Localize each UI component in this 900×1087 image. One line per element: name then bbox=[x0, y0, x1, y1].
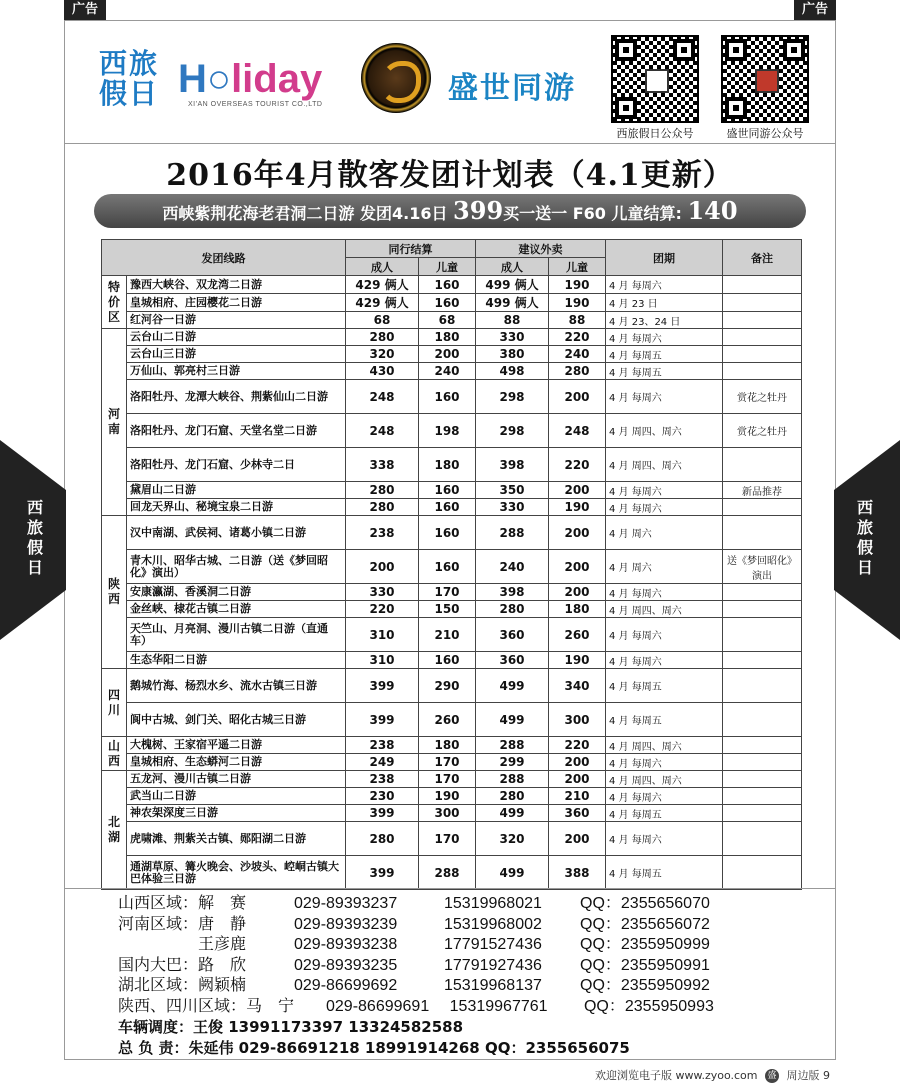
header bbox=[65, 21, 835, 143]
note-cell: 赏花之牡丹 bbox=[723, 380, 802, 414]
peer-adult-cell: 68 bbox=[346, 312, 419, 329]
table-row bbox=[102, 618, 802, 652]
route-cell: 回龙天界山、秘境宝泉二日游 bbox=[127, 499, 346, 516]
table-row bbox=[102, 703, 802, 737]
contact-row-shaanxi bbox=[118, 997, 818, 1018]
peer-adult-cell: 238 bbox=[346, 771, 419, 788]
suggest-child-cell: 248 bbox=[549, 414, 606, 448]
dispatch-row bbox=[118, 1017, 818, 1038]
table-row bbox=[102, 414, 802, 448]
suggest-child-cell: 220 bbox=[549, 737, 606, 754]
suggest-child-cell: 190 bbox=[549, 499, 606, 516]
peer-child-cell: 300 bbox=[419, 805, 476, 822]
route-cell: 云台山三日游 bbox=[127, 346, 346, 363]
contacts-divider bbox=[65, 888, 835, 889]
contact-qq: QQ：2355656070 bbox=[580, 895, 710, 912]
table-row bbox=[102, 737, 802, 754]
header-suggest-child: 儿童 bbox=[549, 258, 606, 276]
qr2-caption: 盛世同游公众号 bbox=[726, 127, 804, 140]
contact-tel: 029-89393235 bbox=[294, 956, 398, 974]
region-cell: 山 西 bbox=[102, 737, 127, 771]
peer-adult-cell: 399 bbox=[346, 669, 419, 703]
peer-child-cell: 190 bbox=[419, 788, 476, 805]
table-row bbox=[102, 346, 802, 363]
suggest-adult-cell: 288 bbox=[476, 737, 549, 754]
route-cell: 阆中古城、剑门关、昭化古城三日游 bbox=[127, 703, 346, 737]
note-cell bbox=[723, 788, 802, 805]
suggest-adult-cell: 280 bbox=[476, 788, 549, 805]
note-cell bbox=[723, 294, 802, 312]
peer-adult-cell: 230 bbox=[346, 788, 419, 805]
peer-adult-cell: 330 bbox=[346, 584, 419, 601]
note-cell bbox=[723, 669, 802, 703]
peer-child-cell: 200 bbox=[419, 346, 476, 363]
peer-child-cell: 180 bbox=[419, 329, 476, 346]
note-cell bbox=[723, 312, 802, 329]
schedule-cell: 4 月 每周六 bbox=[606, 788, 723, 805]
holiday-logo-o-icon: ○ bbox=[206, 57, 232, 101]
suggest-adult-cell: 298 bbox=[476, 414, 549, 448]
schedule-cell: 4 月 周四、周六 bbox=[606, 771, 723, 788]
promo-banner bbox=[94, 194, 806, 228]
header-route: 发团线路 bbox=[102, 240, 346, 276]
schedule-cell: 4 月 每周六 bbox=[606, 652, 723, 669]
route-cell: 武当山二日游 bbox=[127, 788, 346, 805]
route-cell: 安康瀛湖、香溪洞二日游 bbox=[127, 584, 346, 601]
side-tab-left bbox=[0, 440, 66, 640]
peer-adult-cell: 280 bbox=[346, 482, 419, 499]
suggest-adult-cell: 280 bbox=[476, 601, 549, 618]
holiday-logo-rest: liday bbox=[231, 57, 323, 101]
note-cell bbox=[723, 652, 802, 669]
note-cell bbox=[723, 754, 802, 771]
contact-mobile: 15319968002 bbox=[444, 915, 542, 933]
side-tab-left-label: 西 旅 假 日 bbox=[26, 498, 43, 577]
schedule-cell: 4 月 每周五 bbox=[606, 805, 723, 822]
route-cell: 洛阳牡丹、龙潭大峡谷、荆紫仙山二日游 bbox=[127, 380, 346, 414]
note-cell bbox=[723, 329, 802, 346]
contact-qq: QQ：2355950999 bbox=[580, 936, 710, 953]
schedule-cell: 4 月 周四、周六 bbox=[606, 737, 723, 754]
suggest-child-cell: 340 bbox=[549, 669, 606, 703]
suggest-adult-cell: 299 bbox=[476, 754, 549, 771]
schedule-cell: 4 月 每周五 bbox=[606, 346, 723, 363]
peer-child-cell: 68 bbox=[419, 312, 476, 329]
suggest-adult-cell: 88 bbox=[476, 312, 549, 329]
holiday-logo bbox=[178, 57, 323, 108]
region-cell: 河 南 bbox=[102, 329, 127, 516]
table-row bbox=[102, 550, 802, 584]
suggest-adult-cell: 498 bbox=[476, 363, 549, 380]
suggest-adult-cell: 288 bbox=[476, 771, 549, 788]
peer-child-cell: 160 bbox=[419, 516, 476, 550]
schedule-cell: 4 月 每周五 bbox=[606, 703, 723, 737]
contact-qq: QQ：2355656072 bbox=[580, 915, 710, 933]
table-row bbox=[102, 363, 802, 380]
table-row bbox=[102, 380, 802, 414]
peer-child-cell: 160 bbox=[419, 499, 476, 516]
route-cell: 汉中南湖、武侯祠、诸葛小镇二日游 bbox=[127, 516, 346, 550]
contact-tel: 029-89393237 bbox=[294, 895, 398, 912]
contact-label: 河南区域：唐 静 bbox=[118, 915, 247, 933]
contact-row bbox=[118, 915, 818, 936]
qr-code-icon bbox=[721, 35, 809, 123]
peer-child-cell: 160 bbox=[419, 550, 476, 584]
schedule-cell: 4 月 每周六 bbox=[606, 329, 723, 346]
peer-adult-cell: 429 俩人 bbox=[346, 276, 419, 294]
peer-child-cell: 290 bbox=[419, 669, 476, 703]
sstony-icon: 盛 bbox=[765, 1069, 779, 1083]
route-cell: 洛阳牡丹、龙门石窟、少林寺二日 bbox=[127, 448, 346, 482]
side-tab-right-label: 西 旅 假 日 bbox=[856, 498, 873, 577]
note-cell bbox=[723, 346, 802, 363]
suggest-adult-cell: 330 bbox=[476, 329, 549, 346]
dispatch-text: 车辆调度：王俊 13991173397 13324582588 bbox=[118, 1018, 464, 1036]
contact-label: 国内大巴：路 欣 bbox=[118, 956, 247, 974]
footer-edition: 周边版 9 bbox=[786, 1069, 830, 1082]
suggest-child-cell: 190 bbox=[549, 294, 606, 312]
table-row bbox=[102, 329, 802, 346]
peer-child-cell: 170 bbox=[419, 584, 476, 601]
peer-adult-cell: 280 bbox=[346, 329, 419, 346]
region-cell: 北 湖 bbox=[102, 771, 127, 890]
schedule-cell: 4 月 每周六 bbox=[606, 584, 723, 601]
note-cell: 赏花之牡丹 bbox=[723, 414, 802, 448]
contact-tel: 029-89393238 bbox=[294, 936, 398, 953]
table-row bbox=[102, 669, 802, 703]
route-cell: 鹅城竹海、杨烈水乡、流水古镇三日游 bbox=[127, 669, 346, 703]
table-row bbox=[102, 584, 802, 601]
table-row bbox=[102, 652, 802, 669]
note-cell: 新品推荐 bbox=[723, 482, 802, 499]
note-cell bbox=[723, 276, 802, 294]
manager-row bbox=[118, 1038, 818, 1059]
banner-text-b: 买一送一 F60 儿童结算: bbox=[503, 204, 688, 223]
banner-price: 399 bbox=[453, 196, 504, 225]
suggest-adult-cell: 360 bbox=[476, 618, 549, 652]
manager-text: 总 负 责：朱延伟 029-86691218 18991914268 QQ：2355656075 bbox=[118, 1038, 630, 1057]
banner-child-price: 140 bbox=[687, 196, 738, 225]
peer-child-cell: 160 bbox=[419, 294, 476, 312]
contact-label: 王彦鹿 bbox=[118, 936, 247, 953]
peer-adult-cell: 338 bbox=[346, 448, 419, 482]
table-row bbox=[102, 856, 802, 890]
table-row bbox=[102, 499, 802, 516]
route-cell: 豫西大峡谷、双龙湾二日游 bbox=[127, 276, 346, 294]
suggest-adult-cell: 499 俩人 bbox=[476, 294, 549, 312]
header-peer-child: 儿童 bbox=[419, 258, 476, 276]
peer-child-cell: 170 bbox=[419, 771, 476, 788]
header-suggest: 建议外卖 bbox=[476, 240, 606, 258]
schedule-cell: 4 月 每周六 bbox=[606, 618, 723, 652]
qr-code-icon bbox=[611, 35, 699, 123]
holiday-subtitle: XI'AN OVERSEAS TOURIST CO.,LTD bbox=[188, 101, 323, 108]
peer-child-cell: 198 bbox=[419, 414, 476, 448]
peer-child-cell: 180 bbox=[419, 737, 476, 754]
schedule-cell: 4 月 每周五 bbox=[606, 856, 723, 890]
schedule-cell: 4 月 每周六 bbox=[606, 499, 723, 516]
schedule-cell: 4 月 周六 bbox=[606, 516, 723, 550]
peer-adult-cell: 238 bbox=[346, 737, 419, 754]
peer-adult-cell: 399 bbox=[346, 856, 419, 890]
table-row bbox=[102, 754, 802, 771]
suggest-adult-cell: 330 bbox=[476, 499, 549, 516]
side-tab-right bbox=[834, 440, 900, 640]
note-cell bbox=[723, 601, 802, 618]
contact-row bbox=[118, 956, 818, 977]
note-cell bbox=[723, 703, 802, 737]
route-cell: 红河谷一日游 bbox=[127, 312, 346, 329]
dragon-logo-icon bbox=[361, 43, 431, 113]
qr1-caption: 西旅假日公众号 bbox=[616, 127, 694, 140]
schedule-cell: 4 月 每周六 bbox=[606, 822, 723, 856]
suggest-child-cell: 200 bbox=[549, 771, 606, 788]
suggest-adult-cell: 320 bbox=[476, 822, 549, 856]
note-cell bbox=[723, 771, 802, 788]
peer-adult-cell: 248 bbox=[346, 380, 419, 414]
route-cell: 洛阳牡丹、龙门石窟、天堂名堂二日游 bbox=[127, 414, 346, 448]
suggest-adult-cell: 288 bbox=[476, 516, 549, 550]
table-row bbox=[102, 771, 802, 788]
note-cell bbox=[723, 448, 802, 482]
route-cell: 虎啸滩、荆紫关古镇、郧阳湖二日游 bbox=[127, 822, 346, 856]
peer-adult-cell: 429 俩人 bbox=[346, 294, 419, 312]
suggest-adult-cell: 499 bbox=[476, 856, 549, 890]
note-cell: 送《梦回昭化》演出 bbox=[723, 550, 802, 584]
peer-child-cell: 150 bbox=[419, 601, 476, 618]
tour-plan-table bbox=[101, 239, 802, 890]
note-cell bbox=[723, 805, 802, 822]
contact-tel: 029-89393239 bbox=[294, 915, 398, 933]
note-cell bbox=[723, 856, 802, 890]
peer-adult-cell: 399 bbox=[346, 805, 419, 822]
route-cell: 生态华阳二日游 bbox=[127, 652, 346, 669]
suggest-child-cell: 240 bbox=[549, 346, 606, 363]
peer-adult-cell: 320 bbox=[346, 346, 419, 363]
footer-text[interactable]: 欢迎浏览电子版 www.zyoo.com bbox=[594, 1069, 758, 1082]
suggest-child-cell: 180 bbox=[549, 601, 606, 618]
contact-mobile: 15319968137 bbox=[444, 977, 542, 994]
schedule-cell: 4 月 每周六 bbox=[606, 276, 723, 294]
schedule-cell: 4 月 每周五 bbox=[606, 363, 723, 380]
suggest-child-cell: 200 bbox=[549, 516, 606, 550]
suggest-child-cell: 260 bbox=[549, 618, 606, 652]
suggest-adult-cell: 360 bbox=[476, 652, 549, 669]
contact-mobile: 17791927436 bbox=[444, 956, 542, 974]
suggest-child-cell: 88 bbox=[549, 312, 606, 329]
suggest-child-cell: 200 bbox=[549, 482, 606, 499]
banner-text-a: 西峡紫荆花海老君洞二日游 发团4.16日 bbox=[162, 204, 454, 223]
peer-adult-cell: 430 bbox=[346, 363, 419, 380]
suggest-child-cell: 200 bbox=[549, 380, 606, 414]
contact-mobile: 17791527436 bbox=[444, 936, 542, 953]
suggest-adult-cell: 499 bbox=[476, 805, 549, 822]
footer bbox=[595, 1067, 830, 1083]
header-note: 备注 bbox=[723, 240, 802, 276]
route-cell: 神农架深度三日游 bbox=[127, 805, 346, 822]
contact-tel: 029-86699692 bbox=[294, 977, 398, 994]
peer-child-cell: 288 bbox=[419, 856, 476, 890]
peer-adult-cell: 249 bbox=[346, 754, 419, 771]
route-cell: 皇城相府、生态蟒河二日游 bbox=[127, 754, 346, 771]
schedule-cell: 4 月 周六 bbox=[606, 550, 723, 584]
suggest-child-cell: 220 bbox=[549, 448, 606, 482]
suggest-adult-cell: 499 俩人 bbox=[476, 276, 549, 294]
contact-shaanxi-text: 陕西、四川区域：马 宁 029-86699691 15319967761 QQ：2355950993 bbox=[118, 997, 714, 1015]
table-row bbox=[102, 312, 802, 329]
contact-row bbox=[118, 976, 818, 997]
suggest-child-cell: 200 bbox=[549, 822, 606, 856]
table-row bbox=[102, 601, 802, 618]
schedule-cell: 4 月 周四、周六 bbox=[606, 414, 723, 448]
region-cell: 特 价 区 bbox=[102, 276, 127, 329]
suggest-child-cell: 200 bbox=[549, 584, 606, 601]
header-suggest-adult: 成人 bbox=[476, 258, 549, 276]
route-cell: 金丝峡、棣花古镇二日游 bbox=[127, 601, 346, 618]
header-schedule: 团期 bbox=[606, 240, 723, 276]
peer-adult-cell: 310 bbox=[346, 652, 419, 669]
suggest-adult-cell: 499 bbox=[476, 669, 549, 703]
schedule-cell: 4 月 23 日 bbox=[606, 294, 723, 312]
header-divider bbox=[65, 143, 835, 144]
suggest-adult-cell: 350 bbox=[476, 482, 549, 499]
suggest-child-cell: 220 bbox=[549, 329, 606, 346]
suggest-child-cell: 210 bbox=[549, 788, 606, 805]
route-cell: 云台山二日游 bbox=[127, 329, 346, 346]
table-row bbox=[102, 448, 802, 482]
peer-child-cell: 260 bbox=[419, 703, 476, 737]
peer-child-cell: 170 bbox=[419, 754, 476, 771]
ad-tag-right: 广告 bbox=[794, 0, 836, 20]
peer-adult-cell: 280 bbox=[346, 822, 419, 856]
route-cell: 通湖草原、篝火晚会、沙坡头、崆峒古镇大巴体验三日游 bbox=[127, 856, 346, 890]
suggest-adult-cell: 298 bbox=[476, 380, 549, 414]
suggest-child-cell: 388 bbox=[549, 856, 606, 890]
table-row bbox=[102, 788, 802, 805]
route-cell: 大槐树、王家宿平遥二日游 bbox=[127, 737, 346, 754]
table-row bbox=[102, 276, 802, 294]
note-cell bbox=[723, 822, 802, 856]
suggest-child-cell: 200 bbox=[549, 754, 606, 771]
suggest-child-cell: 280 bbox=[549, 363, 606, 380]
peer-child-cell: 160 bbox=[419, 652, 476, 669]
note-cell bbox=[723, 516, 802, 550]
sstony-brand: 盛世同游 bbox=[448, 71, 576, 106]
peer-adult-cell: 280 bbox=[346, 499, 419, 516]
table-row bbox=[102, 822, 802, 856]
contact-mobile: 15319968021 bbox=[444, 895, 542, 912]
ad-tag-left: 广告 bbox=[64, 0, 106, 20]
contact-row bbox=[118, 935, 818, 956]
peer-child-cell: 160 bbox=[419, 276, 476, 294]
peer-child-cell: 240 bbox=[419, 363, 476, 380]
note-cell bbox=[723, 737, 802, 754]
xilv-logo: 西旅假日 bbox=[99, 47, 160, 110]
route-cell: 黛眉山二日游 bbox=[127, 482, 346, 499]
region-cell: 四 川 bbox=[102, 669, 127, 737]
holiday-logo-h: H bbox=[178, 57, 207, 101]
peer-adult-cell: 399 bbox=[346, 703, 419, 737]
table-row bbox=[102, 482, 802, 499]
contact-label: 湖北区域：阙颖楠 bbox=[118, 977, 247, 994]
schedule-cell: 4 月 周四、周六 bbox=[606, 601, 723, 618]
contact-row bbox=[118, 894, 818, 915]
note-cell bbox=[723, 584, 802, 601]
suggest-child-cell: 360 bbox=[549, 805, 606, 822]
note-cell bbox=[723, 499, 802, 516]
route-cell: 五龙河、漫川古镇二日游 bbox=[127, 771, 346, 788]
suggest-child-cell: 190 bbox=[549, 652, 606, 669]
note-cell bbox=[723, 618, 802, 652]
route-cell: 青木川、昭华古城、二日游（送《梦回昭化》演出） bbox=[127, 550, 346, 584]
suggest-child-cell: 200 bbox=[549, 550, 606, 584]
schedule-cell: 4 月 每周六 bbox=[606, 754, 723, 771]
table-row bbox=[102, 516, 802, 550]
suggest-child-cell: 300 bbox=[549, 703, 606, 737]
table-row bbox=[102, 805, 802, 822]
suggest-adult-cell: 380 bbox=[476, 346, 549, 363]
peer-child-cell: 210 bbox=[419, 618, 476, 652]
suggest-adult-cell: 499 bbox=[476, 703, 549, 737]
peer-child-cell: 170 bbox=[419, 822, 476, 856]
peer-child-cell: 180 bbox=[419, 448, 476, 482]
peer-child-cell: 160 bbox=[419, 380, 476, 414]
contact-qq: QQ：2355950991 bbox=[580, 956, 710, 974]
schedule-cell: 4 月 23、24 日 bbox=[606, 312, 723, 329]
note-cell bbox=[723, 363, 802, 380]
page-title: 2016年4月散客发团计划表（4.1更新） bbox=[166, 158, 734, 193]
route-cell: 万仙山、郭亮村三日游 bbox=[127, 363, 346, 380]
contact-qq: QQ：2355950992 bbox=[580, 977, 710, 994]
contact-label: 山西区域：解 赛 bbox=[118, 895, 247, 912]
route-cell: 天竺山、月亮洞、漫川古镇二日游（直通车） bbox=[127, 618, 346, 652]
suggest-adult-cell: 240 bbox=[476, 550, 549, 584]
suggest-child-cell: 190 bbox=[549, 276, 606, 294]
header-peer-adult: 成人 bbox=[346, 258, 419, 276]
suggest-adult-cell: 398 bbox=[476, 448, 549, 482]
peer-adult-cell: 220 bbox=[346, 601, 419, 618]
route-cell: 皇城相府、庄园樱花二日游 bbox=[127, 294, 346, 312]
peer-adult-cell: 238 bbox=[346, 516, 419, 550]
peer-child-cell: 160 bbox=[419, 482, 476, 499]
suggest-adult-cell: 398 bbox=[476, 584, 549, 601]
schedule-cell: 4 月 每周五 bbox=[606, 669, 723, 703]
contacts-block bbox=[118, 894, 818, 1058]
schedule-cell: 4 月 每周六 bbox=[606, 380, 723, 414]
header-peer: 同行结算 bbox=[346, 240, 476, 258]
schedule-cell: 4 月 周四、周六 bbox=[606, 448, 723, 482]
schedule-cell: 4 月 每周六 bbox=[606, 482, 723, 499]
peer-adult-cell: 200 bbox=[346, 550, 419, 584]
peer-adult-cell: 310 bbox=[346, 618, 419, 652]
peer-adult-cell: 248 bbox=[346, 414, 419, 448]
table-row bbox=[102, 294, 802, 312]
region-cell: 陕 西 bbox=[102, 516, 127, 669]
